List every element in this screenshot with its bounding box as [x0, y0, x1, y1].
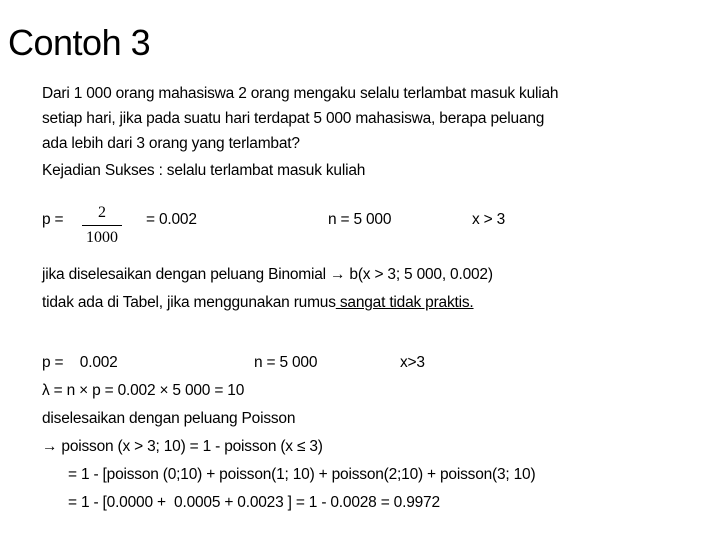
slide-title: Contoh 3: [8, 22, 151, 63]
p-label: p =: [42, 211, 64, 228]
problem-line: Dari 1 000 orang mahasiswa 2 orang mengaku selalu terlambat masuk kuliah: [42, 85, 559, 102]
fraction-numerator: 2: [82, 204, 122, 226]
problem-line: setiap hari, jika pada suatu hari terdapat 5 000 mahasiswa, berapa peluang: [42, 110, 545, 127]
fraction: [82, 204, 122, 247]
poisson-x: x>3: [400, 354, 425, 371]
fraction-denominator: 1000: [86, 229, 118, 246]
problem-line: ada lebih dari 3 orang yang terlambat?: [42, 135, 300, 152]
success-event: Kejadian Sukses : selalu terlambat masuk kuliah: [42, 162, 366, 179]
poisson-step: → poisson (x > 3; 10) = 1 - poisson (x ≤ 3): [42, 438, 323, 455]
lambda-line: λ = n × p = 0.002 × 5 000 = 10: [42, 382, 245, 399]
binomial-line: jika diselesaikan dengan peluang Binomial → b(x > 3; 5 000, 0.002): [42, 266, 493, 283]
poisson-method: diselesaikan dengan peluang Poisson: [42, 410, 296, 427]
poisson-result: = 1 - [0.0000 + 0.0005 + 0.0023 ] = 1 - 0.0028 = 0.9972: [68, 494, 440, 511]
binomial-note: [42, 294, 474, 312]
underlined-note: sangat tidak praktis.: [335, 294, 474, 311]
x-condition: x > 3: [472, 211, 506, 228]
p-value: = 0.002: [146, 211, 197, 228]
n-value: n = 5 000: [328, 211, 392, 228]
poisson-p: p = 0.002: [42, 354, 118, 371]
binomial-note-text: tidak ada di Tabel, jika menggunakan rumus: [42, 294, 336, 311]
poisson-n: n = 5 000: [254, 354, 318, 371]
poisson-step: = 1 - [poisson (0;10) + poisson(1; 10) + poisson(2;10) + poisson(3; 10): [68, 466, 536, 483]
